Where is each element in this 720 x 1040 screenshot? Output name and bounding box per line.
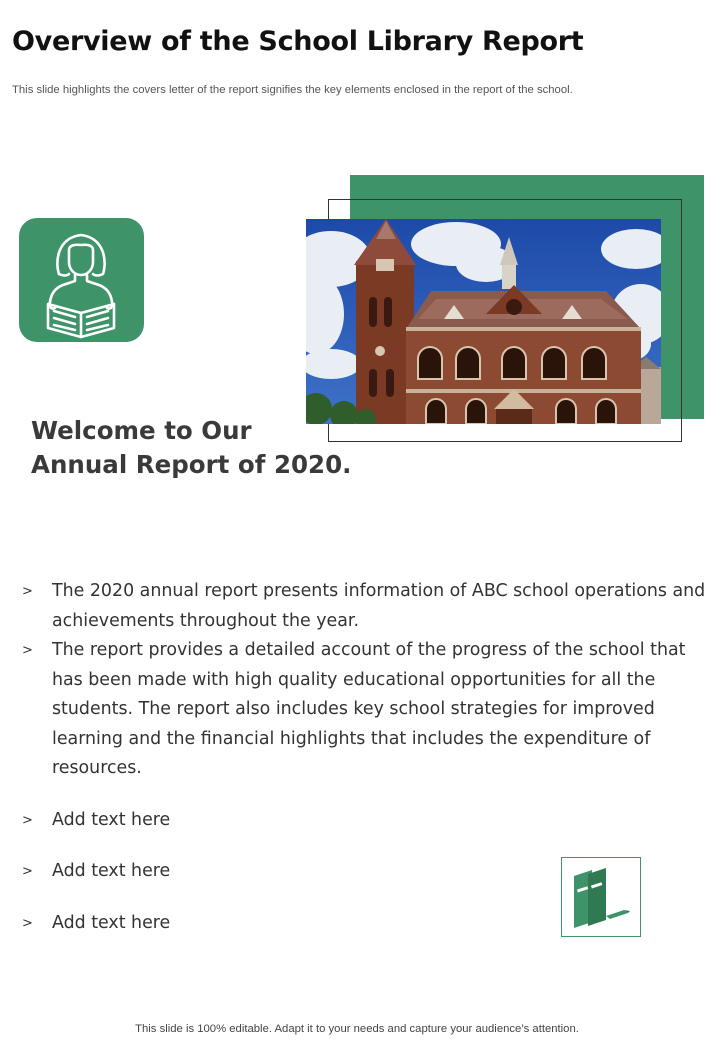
chevron-right-icon: > (22, 584, 33, 599)
bullet-item (22, 806, 712, 836)
school-building-photo (306, 219, 661, 424)
bullet-text: Add text here (52, 912, 171, 933)
bullet-item (22, 577, 712, 636)
welcome-heading (31, 414, 351, 482)
page-footer: This slide is 100% editable. Adapt it to your needs and capture your audience’s attention. (135, 1023, 579, 1035)
reader-icon-tile (19, 218, 144, 342)
books-icon (562, 858, 640, 936)
chevron-right-icon: > (22, 915, 33, 931)
books-icon-tile (561, 857, 641, 937)
page-title: Overview of the School Library Report (12, 26, 584, 57)
woman-reading-book-icon (19, 218, 144, 342)
page-subtitle: This slide highlights the covers letter of the report signifies the key elements enclosed in the report of the school. (12, 84, 573, 96)
bullet-item (22, 636, 712, 784)
bullet-text: Add text here (52, 861, 171, 881)
chevron-right-icon: > (22, 812, 33, 828)
welcome-line-2: Annual Report of 2020. (31, 450, 352, 479)
bullet-text: The report provides a detailed account of the progress of the school that has been made with high quality educational opportunities for all the students. The report also includes key school strategies for improved learning and the financial highlights that includes the expenditure of resources. (52, 640, 686, 778)
chevron-right-icon: > (22, 643, 33, 658)
bullet-text: The 2020 annual report presents information of ABC school operations and achievements throughout the year. (52, 581, 706, 631)
chevron-right-icon: > (22, 864, 33, 879)
welcome-line-1: Welcome to Our (31, 416, 252, 445)
bullet-text: Add text here (52, 809, 171, 830)
